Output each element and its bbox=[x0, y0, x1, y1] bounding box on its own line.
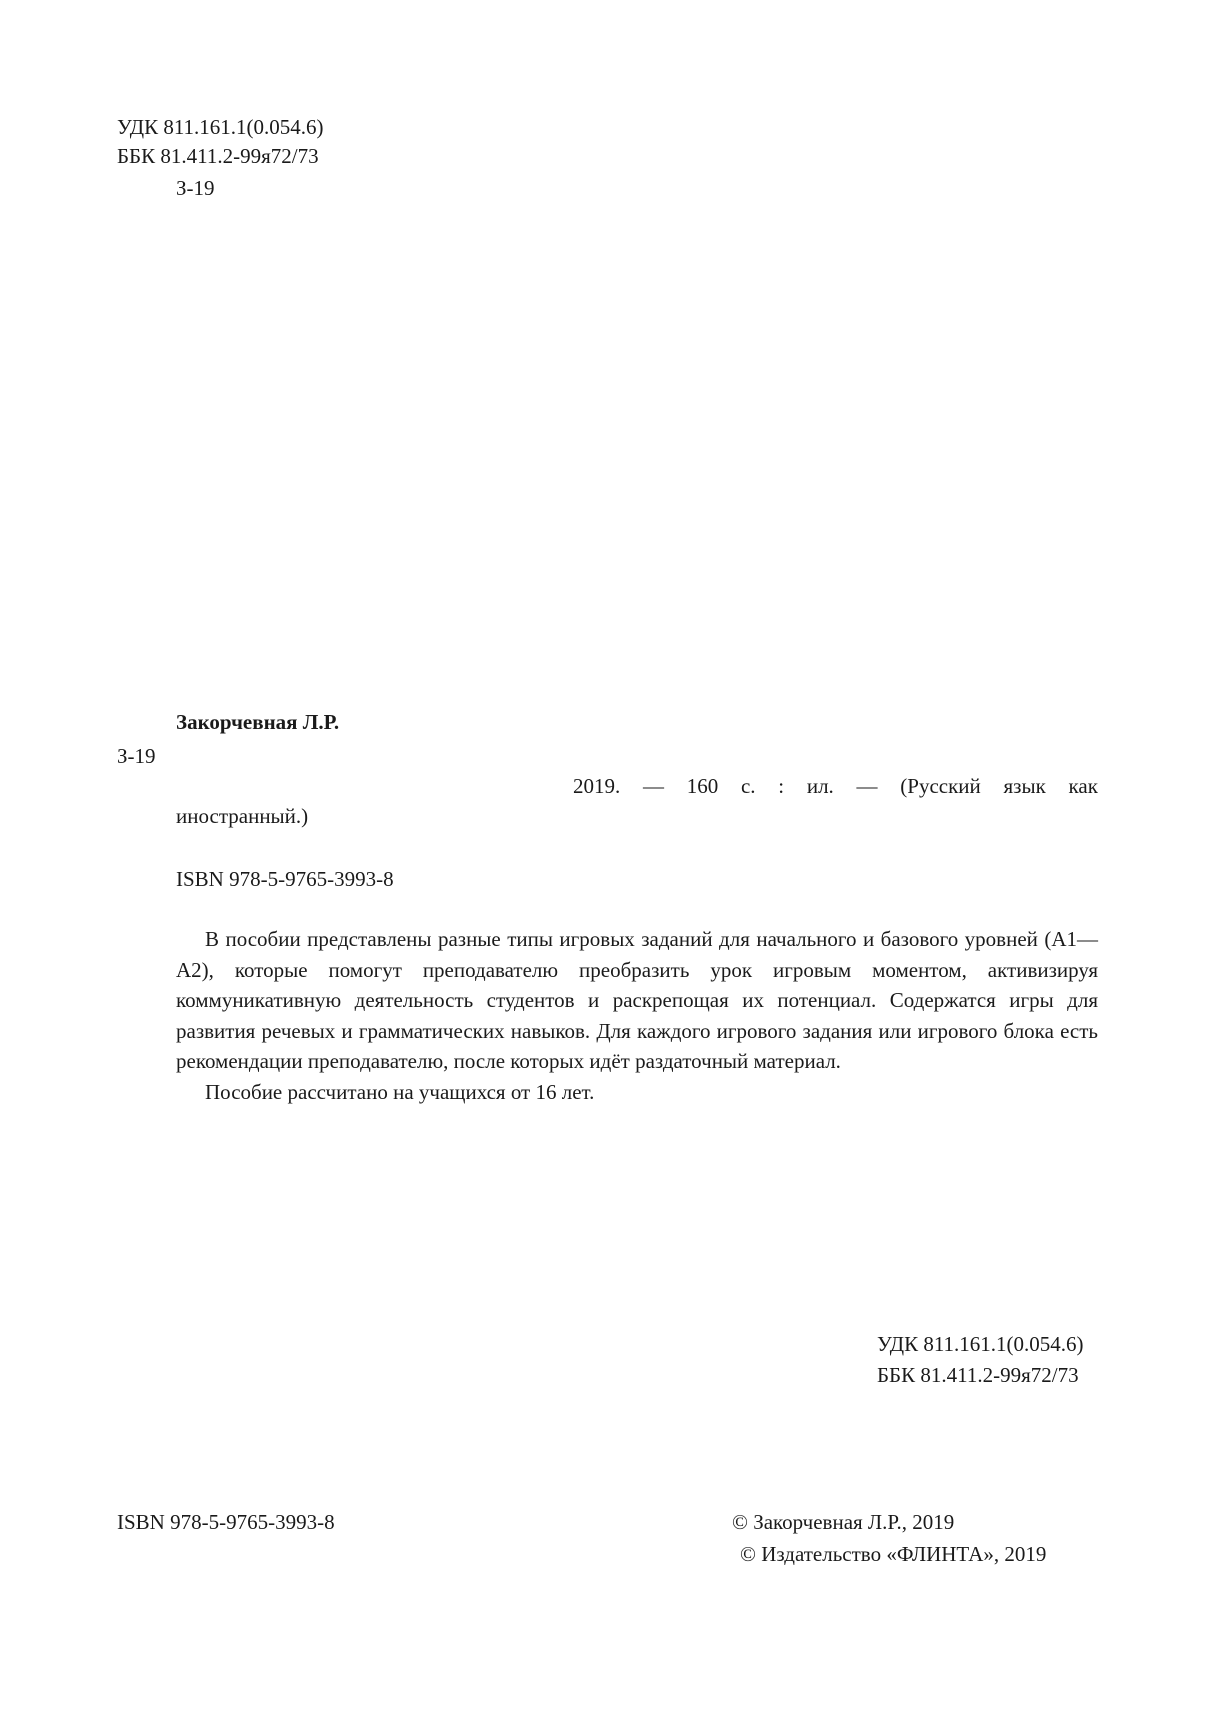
pub-token: 2019. bbox=[573, 774, 621, 798]
publication-line-1 bbox=[573, 772, 1098, 801]
pub-token: язык bbox=[1003, 774, 1046, 798]
pub-token: — bbox=[856, 774, 878, 798]
copyright-author: © Закорчевная Л.Р., 2019 bbox=[732, 1510, 955, 1534]
author-sign-side: З-19 bbox=[117, 744, 156, 768]
publication-line-2: иностранный.) bbox=[176, 804, 309, 828]
pub-token: как bbox=[1068, 774, 1098, 798]
pub-token: — bbox=[642, 774, 664, 798]
udk-code-bottom: УДК 811.161.1(0.054.6) bbox=[877, 1332, 1084, 1356]
bbk-code-top: ББК 81.411.2-99я72/73 bbox=[117, 144, 319, 168]
pub-token: : bbox=[778, 774, 785, 798]
isbn-record: ISBN 978-5-9765-3993-8 bbox=[176, 867, 394, 891]
abstract-paragraph: Пособие рассчитано на учащихся от 16 лет. bbox=[205, 1079, 595, 1104]
pub-token: (Русский bbox=[900, 774, 981, 798]
pub-token: 160 bbox=[686, 774, 719, 798]
pub-token: ил. bbox=[806, 774, 834, 798]
abstract bbox=[176, 924, 1098, 1107]
isbn-bottom: ISBN 978-5-9765-3993-8 bbox=[117, 1510, 335, 1534]
author-name: Закорчевная Л.Р. bbox=[176, 710, 340, 734]
pub-token: с. bbox=[740, 774, 756, 798]
author-sign-top: З-19 bbox=[176, 176, 215, 200]
udk-code-top: УДК 811.161.1(0.054.6) bbox=[117, 115, 324, 139]
abstract-paragraph: В пособии представлены разные типы игровых заданий для начального и базового уровней (А1—А2), которые помогут преподавателю преобразить урок игровым моментом, активизируя коммуникативную деятельность студентов и раскрепощая их потенциал. Содержатся игры для развития речевых и грамматических навыков. Для каждого игрового задания или игрового блока есть рекомендации преподавателю, после которых идёт раздаточный материал. bbox=[176, 927, 1098, 1073]
copyright-publisher: © Издательство «ФЛИНТА», 2019 bbox=[740, 1542, 1047, 1566]
bbk-code-bottom: ББК 81.411.2-99я72/73 bbox=[877, 1363, 1079, 1387]
